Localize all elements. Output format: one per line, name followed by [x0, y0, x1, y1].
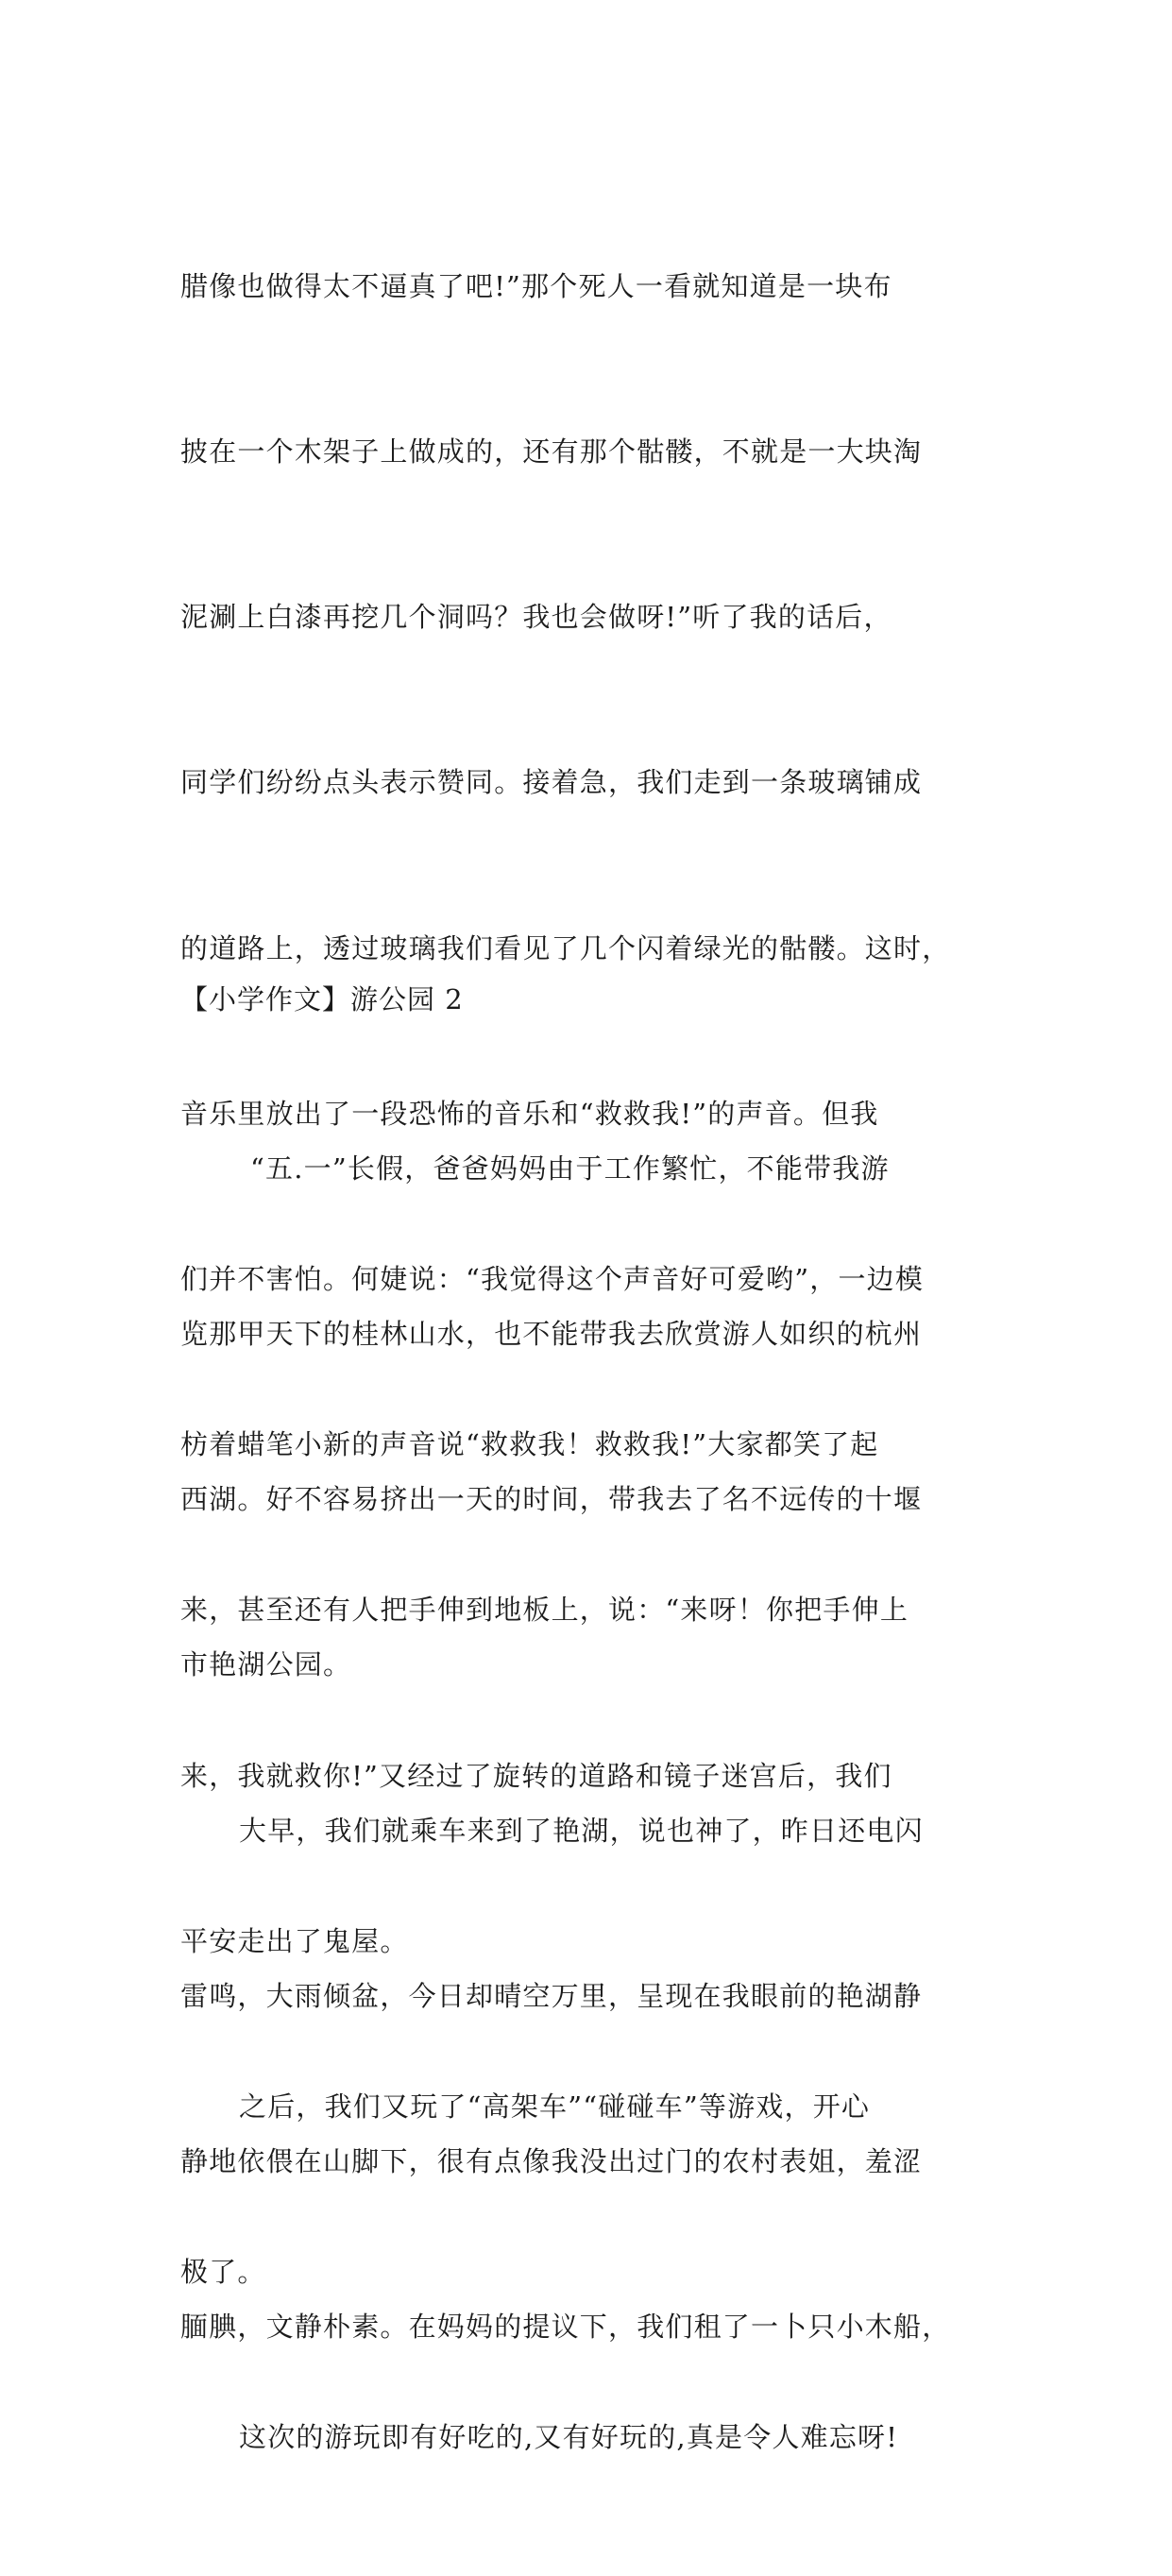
paragraph-line: 泥涮上白漆再挖几个洞吗？我也会做呀!”听了我的话后，: [180, 601, 892, 634]
paragraph-line: 览那甲天下的桂林山水，也不能带我去欣赏游人如织的杭州: [180, 1318, 923, 1351]
paragraph-line: 来，我就救你!”又经过了旋转的道路和镜子迷宫后，我们: [180, 1759, 892, 1792]
paragraph-line: 西湖。好不容易挤出一天的时间，带我去了名不远传的十堰: [180, 1483, 923, 1516]
paragraph-line: 腊像也做得太不逼真了吧!”那个死人一看就知道是一块布: [180, 269, 892, 302]
paragraph-line: 音乐里放出了一段恐怖的音乐和“救救我!”的声音。但我: [180, 1097, 879, 1130]
paragraph-line: 来，甚至还有人把手伸到地板上，说：“来呀！你把手伸上: [180, 1594, 909, 1627]
paragraph-line: 大早，我们就乘车来到了艳湖，说也神了，昨日还电闪: [239, 1814, 924, 1847]
article-2-title: 【小学作文】游公园 2: [180, 983, 464, 1015]
paragraph-line: “五.一”长假，爸爸妈妈由于工作繁忙，不能带我游: [250, 1152, 890, 1185]
paragraph-line: 市艳湖公园。: [180, 1648, 352, 1681]
article-2-text: [180, 1031, 994, 2465]
paragraph-line: 枋着蜡笔小新的声音说“救救我！救救我!”大家都笑了起: [180, 1428, 879, 1461]
paragraph-line: 雷鸣，大雨倾盆，今日却晴空万里，呈现在我眼前的艳湖静: [180, 1979, 923, 2012]
paragraph-line: 极了。: [180, 2256, 266, 2289]
paragraph-line: 静地依偎在山脚下，很有点像我没出过门的农村表姐，羞涩: [180, 2145, 923, 2178]
paragraph-line: 披在一个木架子上做成的，还有那个骷髅，不就是一大块淘: [180, 435, 923, 469]
paragraph-line: 们并不害怕。何婕说：“我觉得这个声音好可爱哟”，一边模: [180, 1263, 925, 1296]
paragraph-line: 的道路上，透过玻璃我们看见了几个闪着绿光的骷髅。这时，: [180, 931, 951, 964]
paragraph-line: 之后，我们又玩了“高架车”“碰碰车”等游戏，开心: [239, 2090, 871, 2124]
paragraph-line: 腼腆，文静朴素。在妈妈的提议下，我们租了一卜只小木船，: [180, 2311, 951, 2344]
paragraph-line: 平安走出了鬼屋。: [180, 1924, 409, 1957]
paragraph-line: 同学们纷纷点头表示赞同。接着急，我们走到一条玻璃铺成: [180, 766, 923, 799]
paragraph-line: 这次的游玩即有好吃的,又有好玩的,真是令人难忘呀!: [239, 2421, 899, 2454]
